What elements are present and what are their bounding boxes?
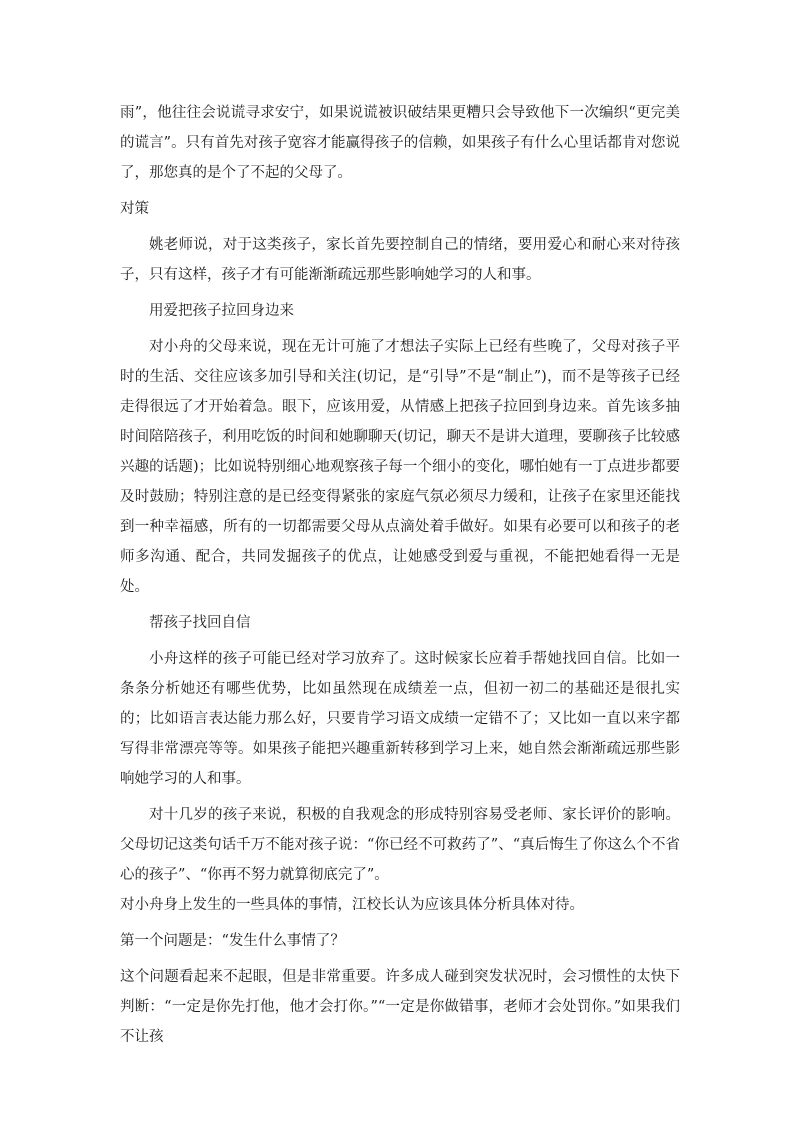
paragraph-judgement: 这个问题看起来不起眼，但是非常重要。许多成人碰到突发状况时，会习惯性的太快下判断：“一定是你先打他，他才会打你。”“一定是你做错事，老师才会处罚你。”如果我们不让孩 [120,969,680,1045]
heading-countermeasures: 对策 [120,201,149,217]
paragraph-confidence: 小舟这样的孩子可能已经对学习放弃了。这时候家长应着手帮她找回自信。比如一条条分析她还有哪些优势，比如虽然现在成绩差一点，但初一初二的基础还是很扎实的；比如语言表达能力那么好，只要肯学习语文成绩一定错不了；又比如一直以来字都写得非常漂亮等等。如果孩子能把兴趣重新转移到学习上来，她自然会渐渐疏远那些影响她学习的人和事。 [120,651,680,787]
paragraph-honesty: 雨”，他往往会说谎寻求安宁，如果说谎被识破结果更糟只会导致他下一次编织“更完美的谎言”。只有首先对孩子宽容才能赢得孩子的信赖，如果孩子有什么心里话都肯对您说了，那您真的是个了不起的父母了。 [120,105,680,181]
paragraph-first-question: 第一个问题是：“发生什么事情了？ [120,933,345,949]
heading-love-back: 用爱把孩子拉回身边来 [149,303,294,319]
paragraph-parents-guidance: 对小舟的父母来说，现在无计可施了才想法子实际上已经有些晚了，父母对孩子平时的生活、交往应该多加引导和关注(切记，是“引导”不是“制止”)，而不是等孩子已经走得很远了才开始着急。眼下，应该用爱，从情感上把孩子拉回到身边来。首先该多抽时间陪陪孩子，利用吃饭的时间和她聊聊天(切记，聊天不是讲大道理，要聊孩子比较感兴趣的话题)；比如说特别细心地观察孩子每一个细小的变化，哪怕她有一丁点进步都要及时鼓励；特别注意的是已经变得紧张的家庭气氛必须尽力缓和，让孩子在家里还能找到一种幸福感，所有的一切都需要父母从点滴处着手做好。如果有必要可以和孩子的老师多沟通、配合，共同发掘孩子的优点，让她感受到爱与重视，不能把她看得一无是处。 [120,339,680,595]
paragraph-teacher-advice: 姚老师说，对于这类孩子，家长首先要控制自己的情绪，要用爱心和耐心来对待孩子，只有这样，孩子才有可能渐渐疏远那些影响她学习的人和事。 [120,237,680,283]
document-page [120,98,680,1052]
paragraph-self-concept: 对十几岁的孩子来说，积极的自我观念的形成特别容易受老师、家长评价的影响。父母切记这类句话千万不能对孩子说：“你已经不可救药了”、“真后悔生了你这么个不省心的孩子”、“你再不努力就算彻底完了”。 [120,807,680,883]
heading-confidence: 帮孩子找回自信 [149,615,251,631]
paragraph-principal-view: 对小舟身上发生的一些具体的事情，江校长认为应该具体分析具体对待。 [120,897,584,913]
